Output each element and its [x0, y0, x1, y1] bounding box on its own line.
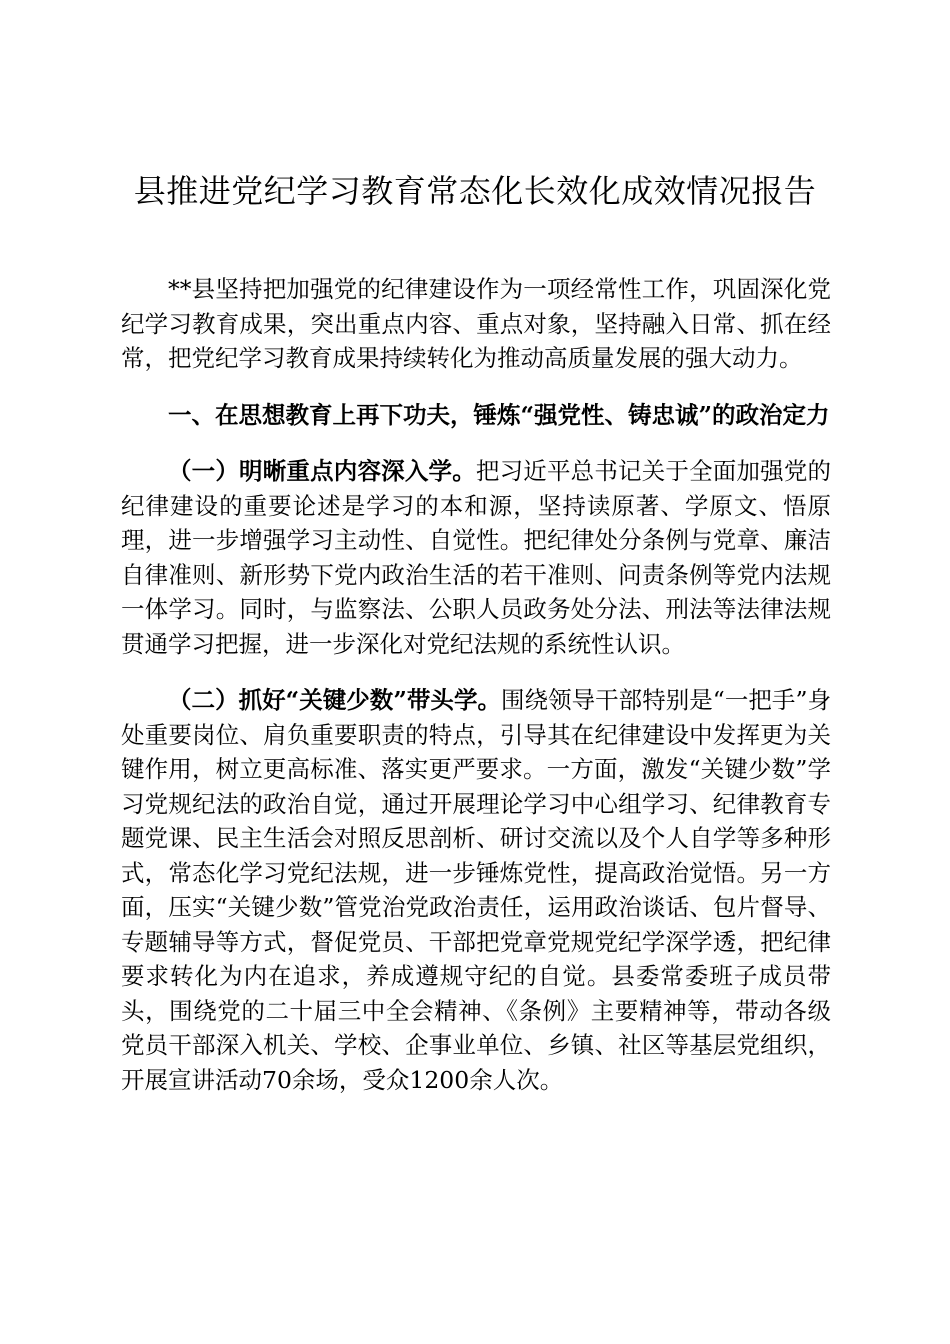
item-two-heading: （二）抓好“关键少数”带头学。 — [168, 686, 502, 714]
document-body — [121, 272, 831, 1119]
section-one-heading: 一、在思想教育上再下功夫，锤炼“强党性、铸忠诚”的政治定力 — [168, 400, 830, 429]
item-two-paragraph — [121, 683, 831, 1097]
item-one-paragraph — [121, 454, 831, 661]
document-title: 县推进党纪学习教育常态化长效化成效情况报告 — [133, 172, 817, 210]
item-one-body: 把习近平总书记关于全面加强党的纪律建设的重要论述是学习的本和源，坚持读原著、学原文、悟原理，进一步增强学习主动性、自觉性。把纪律处分条例与党章、廉洁自律准则、新形势下党内政治生活的若干准则、问责条例等党内法规一体学习。同时，与监察法、公职人员政务处分法、刑法等法律法规贯通学习把握，进一步深化对党纪法规的系统性认识。 — [121, 457, 832, 658]
item-one-heading: （一）明晰重点内容深入学。 — [168, 457, 476, 485]
item-two-body: 围绕领导干部特别是“一把手”身处重要岗位、肩负重要职责的特点，引导其在纪律建设中发挥更为关键作用，树立更高标准、落实更严要求。一方面，激发“关键少数”学习党规纪法的政治自觉，通过开展理论学习中心组学习、纪律教育专题党课、民主生活会对照反思剖析、研讨交流以及个人自学等多种形式，常态化学习党纪法规，进一步锤炼党性，提高政治觉悟。另一方面，压实“关键少数”管党治党政治责任，运用政治谈话、包片督导、专题辅导等方式，督促党员、干部把党章党规党纪学深学透，把纪律要求转化为内在追求，养成遵规守纪的自觉。县委常委班子成员带头，围绕党的二十届三中全会精神、《条例》主要精神等，带动各级党员干部深入机关、学校、企事业单位、乡镇、社区等基层党组织，开展宣讲活动70余场，受众1200余人次。 — [121, 686, 831, 1094]
intro-paragraph: **县坚持把加强党的纪律建设作为一项经常性工作，巩固深化党纪学习教育成果，突出重点内容、重点对象，坚持融入日常、抓在经常，把党纪学习教育成果持续转化为推动高质量发展的强大动力。 — [121, 275, 831, 372]
